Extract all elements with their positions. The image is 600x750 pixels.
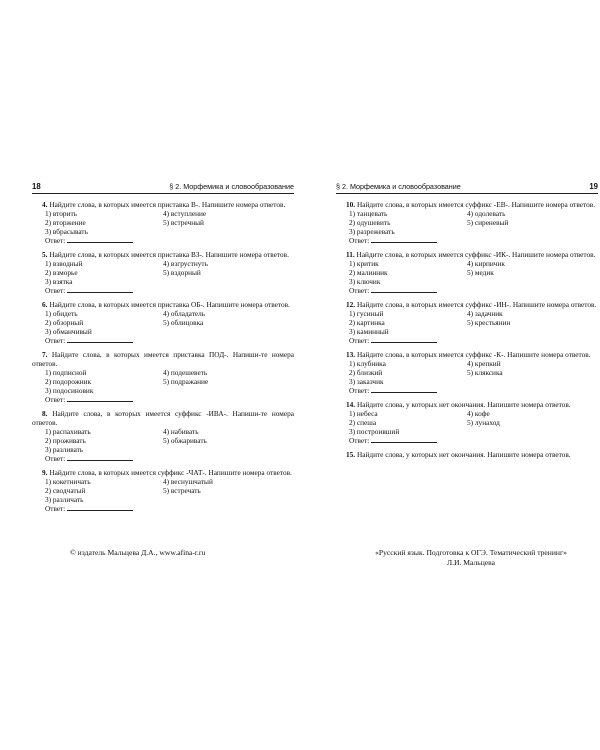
- task-text: Найдите слова, в которых имеется суффикс -ИН-. Напишите номера ответов.: [356, 300, 597, 309]
- running-head: [32, 182, 294, 194]
- task-question: [32, 250, 294, 259]
- task-item: [32, 409, 294, 463]
- answer-blank-line[interactable]: [371, 436, 437, 443]
- task-number: 14.: [346, 400, 356, 409]
- answer-option: 4) кофе: [467, 409, 490, 418]
- answer-label: Ответ:: [349, 386, 370, 395]
- answer-option: 1) взводный: [45, 259, 83, 268]
- section-title: § 2. Морфемика и словообразование: [169, 182, 294, 191]
- left-page: [32, 182, 294, 518]
- answer-blank-line[interactable]: [371, 236, 437, 243]
- task-item: [336, 300, 598, 345]
- answer-option: 4) набивать: [163, 427, 199, 436]
- answer-options: [336, 259, 598, 286]
- answer-option: 2) вторжение: [45, 218, 86, 227]
- answer-option: 5) встречать: [163, 486, 201, 495]
- task-item: [336, 400, 598, 445]
- answer-option: 1) танцевать: [349, 209, 388, 218]
- answer-option: 2) подорожник: [45, 377, 92, 386]
- task-number: 10.: [346, 200, 356, 209]
- task-question: [336, 200, 598, 209]
- answer-option: 3) взятка: [45, 277, 73, 286]
- answer-option: 3) построивший: [349, 427, 400, 436]
- answer-options: [336, 309, 598, 336]
- answer-row: [336, 236, 598, 245]
- task-item: [336, 350, 598, 395]
- answer-label: Ответ:: [349, 286, 370, 295]
- answer-option: 3) каминный: [349, 327, 389, 336]
- answer-option: 5) лунаход: [467, 418, 500, 427]
- answer-option: 5) обжаривать: [163, 436, 207, 445]
- answer-option: 4) крепкий: [467, 359, 501, 368]
- answer-row: [32, 286, 294, 295]
- answer-blank-line[interactable]: [67, 236, 133, 243]
- answer-row: [32, 504, 294, 513]
- answer-label: Ответ:: [349, 236, 370, 245]
- task-text: Найдите слова, в которых имеется приставка ОБ-. Напишите номера ответов.: [49, 300, 290, 309]
- task-number: 15.: [346, 450, 356, 459]
- answer-options: [32, 427, 294, 454]
- publisher-footer: © издатель Мальцева Д.А., www.afina-r.ru: [70, 548, 206, 557]
- task-item: [32, 300, 294, 345]
- task-number: 6.: [42, 300, 48, 309]
- answer-option: 4) задачник: [467, 309, 503, 318]
- answer-option: 5) встречный: [163, 218, 204, 227]
- running-head: [336, 182, 598, 194]
- answer-option: 1) клубника: [349, 359, 386, 368]
- answer-label: Ответ:: [45, 504, 66, 513]
- task-number: 7.: [42, 350, 48, 359]
- answer-blank-line[interactable]: [67, 504, 133, 511]
- answer-row: [32, 236, 294, 245]
- answer-option: 3) заказчик: [349, 377, 384, 386]
- answer-row: [32, 336, 294, 345]
- task-item: [32, 350, 294, 404]
- answer-option: 5) кляксика: [467, 368, 503, 377]
- answer-blank-line[interactable]: [67, 286, 133, 293]
- answer-option: 2) сводчатый: [45, 486, 86, 495]
- task-item: [336, 200, 598, 245]
- answer-row: [336, 386, 598, 395]
- task-number: 5.: [42, 250, 48, 259]
- answer-option: 1) вторить: [45, 209, 77, 218]
- task-number: 12.: [346, 300, 356, 309]
- answer-row: [32, 395, 294, 404]
- answer-options: [336, 209, 598, 236]
- task-number: 13.: [346, 350, 356, 359]
- answer-option: 2) взморье: [45, 268, 78, 277]
- answer-blank-line[interactable]: [67, 336, 133, 343]
- answer-option: 2) картинка: [349, 318, 385, 327]
- task-question: [336, 250, 598, 259]
- answer-option: 3) подосиновик: [45, 386, 94, 395]
- answer-option: 4) взгрустнуть: [163, 259, 208, 268]
- answer-option: 5) сиреневый: [467, 218, 509, 227]
- page-number: 18: [32, 182, 41, 191]
- book-title: «Русский язык. Подготовка к ОГЭ. Тематический тренинг»: [375, 548, 567, 557]
- answer-options: [32, 259, 294, 286]
- task-question: [32, 409, 294, 427]
- task-question: [336, 350, 598, 359]
- answer-option: 4) обладатель: [163, 309, 206, 318]
- task-question: [32, 468, 294, 477]
- task-text: Найдите слова, в которых имеется приставка ПОД-. Напиши-те номера ответов.: [32, 350, 294, 368]
- book-title-footer: [358, 548, 584, 568]
- task-question: [32, 200, 294, 209]
- answer-option: 4) подешеветь: [163, 368, 208, 377]
- task-item: [336, 250, 598, 295]
- answer-option: 3) разрежевать: [349, 227, 395, 236]
- answer-options: [336, 359, 598, 386]
- answer-label: Ответ:: [349, 436, 370, 445]
- task-item: [32, 250, 294, 295]
- answer-option: 3) вбрасывать: [45, 227, 88, 236]
- task-question: [336, 400, 598, 409]
- answer-option: 1) подписной: [45, 368, 87, 377]
- answer-option: 1) небеса: [349, 409, 378, 418]
- answer-option: 5) подражание: [163, 377, 209, 386]
- task-item: [32, 468, 294, 513]
- section-title: § 2. Морфемика и словообразование: [336, 182, 461, 191]
- answer-options: [336, 409, 598, 436]
- task-item: [32, 200, 294, 245]
- answer-label: Ответ:: [45, 395, 66, 404]
- answer-row: [336, 336, 598, 345]
- page-body: [336, 194, 598, 459]
- answer-option: 2) проживать: [45, 436, 86, 445]
- answer-option: 4) веснушчатый: [163, 477, 213, 486]
- answer-option: 1) обидеть: [45, 309, 78, 318]
- author: Л.И. Мальцева: [446, 558, 496, 567]
- answer-option: 1) гусиный: [349, 309, 384, 318]
- task-question: [32, 350, 294, 368]
- answer-options: [32, 209, 294, 236]
- answer-option: 2) близкий: [349, 368, 383, 377]
- answer-row: [32, 454, 294, 463]
- answer-row: [336, 436, 598, 445]
- answer-option: 5) облицовка: [163, 318, 204, 327]
- task-number: 9.: [42, 468, 48, 477]
- answer-option: 1) кокетничать: [45, 477, 91, 486]
- answer-blank-line[interactable]: [371, 336, 437, 343]
- answer-option: 5) вздорный: [163, 268, 201, 277]
- answer-label: Ответ:: [349, 336, 370, 345]
- answer-option: 1) критик: [349, 259, 379, 268]
- answer-option: 2) спеша: [349, 418, 377, 427]
- task-question: [32, 300, 294, 309]
- task-question: [336, 450, 598, 459]
- answer-label: Ответ:: [45, 236, 66, 245]
- task-text: Найдите слова, у которых нет окончания. Напишите номера ответов.: [356, 450, 571, 459]
- task-text: Найдите слова, в которых имеется суффикс -ЕВ-. Напишите номера ответов.: [356, 200, 596, 209]
- task-number: 8.: [42, 409, 48, 418]
- answer-option: 2) одушевить: [349, 218, 391, 227]
- answer-options: [32, 309, 294, 336]
- right-page: [336, 182, 598, 464]
- task-text: Найдите слова, у которых нет окончания. Напишите номера ответов.: [356, 400, 571, 409]
- answer-option: 4) вступление: [163, 209, 207, 218]
- answer-option: 3) ключик: [349, 277, 381, 286]
- task-text: Найдите слова, в которых имеется приставка ВЗ-. Напишите номера ответов.: [49, 250, 289, 259]
- task-text: Найдите слова, в которых имеется суффикс -ЧАТ-. Напишите номера ответов.: [49, 468, 292, 477]
- page-number: 19: [589, 182, 598, 191]
- answer-row: [336, 286, 598, 295]
- answer-option: 4) одолевать: [467, 209, 506, 218]
- answer-options: [32, 477, 294, 504]
- answer-options: [32, 368, 294, 395]
- task-number: 4.: [42, 200, 48, 209]
- answer-label: Ответ:: [45, 286, 66, 295]
- task-text: Найдите слова, в которых имеется суффикс -К-. Напишите номера ответов.: [356, 350, 591, 359]
- answer-option: 3) обманчивый: [45, 327, 92, 336]
- answer-label: Ответ:: [45, 336, 66, 345]
- answer-option: 2) малинник: [349, 268, 388, 277]
- answer-option: 4) кирпичик: [467, 259, 505, 268]
- answer-option: 3) различать: [45, 495, 84, 504]
- task-number: 11.: [346, 250, 355, 259]
- answer-option: 3) разливать: [45, 445, 84, 454]
- answer-option: 5) медик: [467, 268, 494, 277]
- answer-blank-line[interactable]: [67, 454, 133, 461]
- answer-option: 5) крестьянин: [467, 318, 511, 327]
- page-body: [32, 194, 294, 513]
- answer-blank-line[interactable]: [67, 395, 133, 402]
- task-text: Найдите слова, в которых имеется приставка В-. Напишите номера ответов.: [49, 200, 286, 209]
- task-text: Найдите слова, в которых имеется суффикс -ИК-. Напишите номера ответов.: [356, 250, 596, 259]
- task-text: Найдите слова, в которых имеется суффикс -ИВА-. Напиши-те номера ответов.: [32, 409, 295, 427]
- answer-blank-line[interactable]: [371, 386, 437, 393]
- task-item: [336, 450, 598, 459]
- task-question: [336, 300, 598, 309]
- answer-blank-line[interactable]: [371, 286, 437, 293]
- answer-option: 2) обзорный: [45, 318, 84, 327]
- answer-label: Ответ:: [45, 454, 66, 463]
- answer-option: 1) распахивать: [45, 427, 91, 436]
